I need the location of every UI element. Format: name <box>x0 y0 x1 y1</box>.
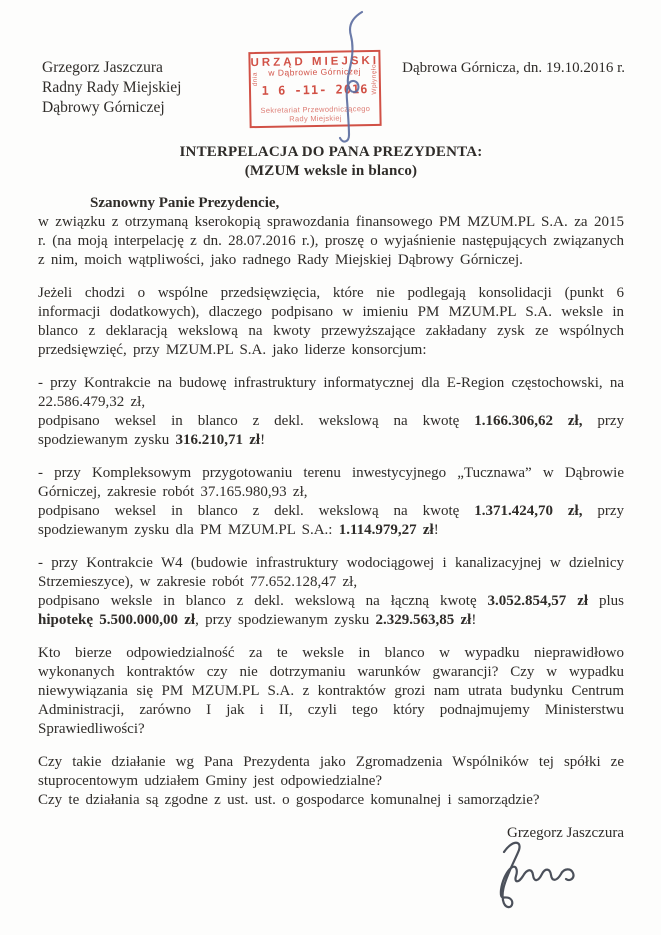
salutation: Szanowny Panie Prezydencie, <box>90 195 280 211</box>
letter-subtitle: (MZUM weksle in blanco) <box>244 163 418 179</box>
stamp-secretariat-line2: Rady Miejskiej <box>289 113 342 124</box>
stamp-office-name: URZĄD MIEJSKI <box>250 54 380 70</box>
signature-block <box>38 824 624 914</box>
sender-role: Radny Rady Miejskiej <box>42 79 182 96</box>
paragraph-responsibility: Kto bierze odpowiedzialność za te weksle in blanco w wypadku nieprawidłowo wykonanych kontraktów czy nie dotrzymaniu warunków gwarancji? Czy w wypadku niewywiązania się PM MZUM.PL S.A. z kontraktów grozi nam utrata budynku Centrum Administracji, zarówno I jak i II, czyli tego który podnajmujemy Ministerstwu Sprawiedliwości? <box>38 645 624 737</box>
stamp-secretariat-line1: Sekretariat Przewodniczącego <box>260 104 371 115</box>
dateline: Dąbrowa Górnicza, dn. 19.10.2016 r. <box>402 60 625 76</box>
letter-title: INTERPELACJA DO PANA PREZYDENTA: <box>179 144 483 160</box>
paragraph-contract-tucznawa: - przy Kompleksowym przygotowaniu terenu inwestycyjnego „Tucznawa” w Dąbrowie Górniczej, zakresie robót 37.165.980,93 zł, podpisano weksel in blanco z dekl. wekslową na kwotę 1.371.424,70 zł, przy spodziewanym zysku dla PM MZUM.PL S.A.: 1.114.979,27 zł! <box>38 465 625 538</box>
signature-name: Grzegorz Jaszczura <box>506 825 624 841</box>
paragraph-intro: w związku z otrzymaną kserokopią sprawozdania finansowego PM MZUM.PL S.A. za 2015 r. (na moją interpelację z dn. 28.07.2016 r.), proszę o wyjaśnienie następujących związanych z nim, moich wątpliwości, jako radnego Rady Miejskiej Dąbrowy Górniczej. <box>38 214 624 268</box>
received-stamp <box>248 50 381 128</box>
letter-title-block <box>38 143 624 181</box>
sender-city: Dąbrowy Górniczej <box>42 99 165 116</box>
stamp-office-city: w Dąbrowie Górniczej <box>268 66 362 78</box>
paragraph-contract-w4: - przy Kontrakcie W4 (budowie infrastruktury wodociągowej i kanalizacyjnej w dzielnicy Strzemieszyce), w zakresie robót 77.652.128,47 zł, podpisano weksle in blanco z dekl. wekslową na łączną kwotę 3.052.854,57 zł plus hipotekę 5.500.000,00 zł, przy spodziewanym zysku 2.329.563,85 zł! <box>38 555 624 628</box>
handwritten-signature <box>470 838 582 914</box>
stamp-left-vertical: dnia <box>251 71 259 87</box>
stamp-secretariat <box>251 104 379 124</box>
sender-name: Grzegorz Jaszczura <box>42 59 163 76</box>
letter-content <box>38 143 624 914</box>
stamp-date: 1 6 -11- 2016 <box>261 82 369 98</box>
paragraph-consolidation: Jeżeli chodzi o wspólne przedsięwzięcia, które nie podlegają konsolidacji (punkt 6 informacji dodatkowych), dlaczego podpisano w imieniu PM MZUM.PL S.A. weksle in blanco z deklaracją wekslową na kwoty przewyższające zakładany zysk ze wspólnych przedsięwzięć, przy MZUM.PL S.A. jako liderze konsorcjum: <box>38 285 624 358</box>
paragraph-contract-eregion: - przy Kontrakcie na budowę infrastruktury informatycznej dla E-Region częstochowski, na 22.586.479,32 zł, podpisano weksel in blanco z dekl. wekslową na kwotę 1.166.306,62 zł, przy spodziewanym zysku 316.210,71 zł! <box>38 375 625 448</box>
sender-block <box>42 58 182 118</box>
paragraph-questions: Czy takie działanie wg Pana Prezydenta jako Zgromadzenia Wspólników tej spółki ze stuprocentowym udziałem Gminy jest odpowiedzialne? Czy te działania są zgodne z ust. ust. o gospodarce komunalnej i samorządzie? <box>38 754 624 808</box>
stamp-right-vertical: Wpłynęło <box>370 63 379 95</box>
